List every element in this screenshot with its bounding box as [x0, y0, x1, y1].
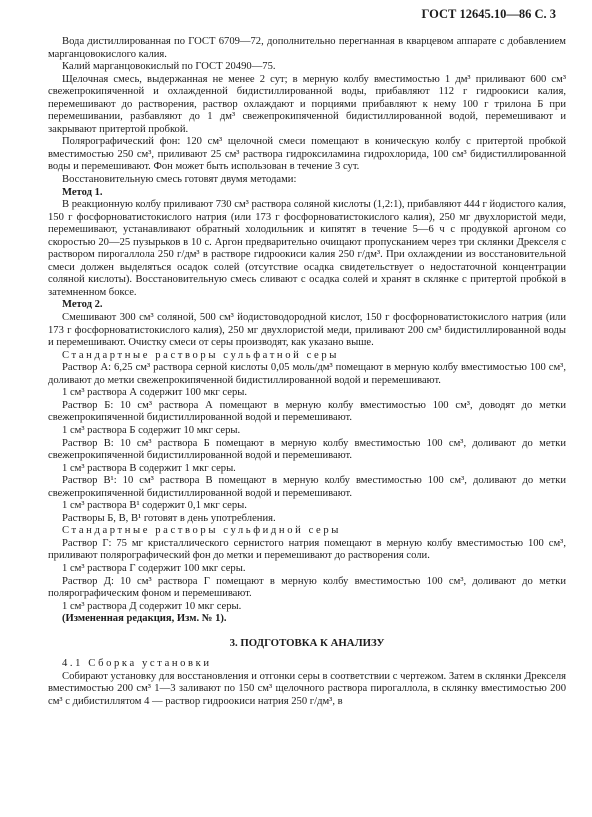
paragraph: Щелочная смесь, выдержанная не менее 2 сут; в мерную колбу вместимостью 1 дм³ приливают 600 см³ свежепрокипяченной и охлажденной бидистиллированной воды, прибавляют 112 г гидроокиси калия, перемешивают до растворения, раствор охлаждают и порциями прибавляют к нему 100 г трилона Б при перемешивании, разбавляют до 1 дм³ свежепрокипяченной бидистиллированной водой, перемешивают и закрывают притертой пробкой. — [48, 73, 566, 135]
paragraph: Раствор В: 10 см³ раствора Б помещают в мерную колбу вместимостью 100 см³, доливают до метки свежепрокипяченной бидистиллированной водой и перемешивают. — [48, 437, 566, 462]
paragraph: В реакционную колбу приливают 730 см³ раствора соляной кислоты (1,2:1), прибавляют 444 г йодистого калия, 150 г фосфорноватистокислого натрия (или 173 г фосфорноватистокислого калия), 250 мг двухлористой меди, перемешивают, устанавливают обратный холодильник и кипятят в течение 5—6 ч с продувкой аргоном со скоростью 20—25 пузырьков в 10 с. Аргон предварительно очищают пропусканием через три склянки Дрекселя с раствором пирогаллола 250 г/дм³ в растворе гидроокиси калия 250 г/дм³. При охлаждении из восстановительной смеси должен выделяться осадок солей (отсутствие осадка свидетельствует о недостаточной концентрации соляной кислоты). Восстановительную смесь сливают с осадка солей и хранят в склянке с притертой пробкой в затемненном боксе. — [48, 199, 567, 298]
paragraph: Собирают установку для восстановления и отгонки серы в соответствии с чертежом. Затем в склянки Дрекселя вместимостью 200 см³ 1—3 заливают по 150 см³ щелочного раствора пирогаллола, в склянку вместимостью 200 см³ с дибистиллятом 4 — раствор гидроокиси натрия 250 г/дм³, в — [48, 670, 566, 707]
paragraph: 4.1 Сборка установки — [62, 658, 212, 670]
paragraph: 1 см³ раствора А содержит 100 мкг серы. — [62, 387, 248, 399]
paragraph: 1 см³ раствора Г содержит 100 мкг серы. — [62, 562, 246, 574]
paragraph: Метод 1. — [62, 186, 103, 198]
paragraph: 1 см³ раствора Д содержит 10 мкг серы. — [62, 600, 242, 612]
section-title: 3. ПОДГОТОВКА К АНАЛИЗУ — [229, 636, 385, 649]
paragraph: Раствор В¹: 10 см³ раствора В помещают в мерную колбу вместимостью 100 см³, доливают до метки свежепрокипяченной бидистиллированной водой и перемешивают. — [48, 475, 566, 499]
paragraph: Метод 2. — [62, 299, 103, 311]
paragraph: 1 см³ раствора Б содержит 10 мкг серы. — [62, 424, 241, 436]
paragraph: 1 см³ раствора В содержит 1 мкг серы. — [62, 462, 236, 474]
paragraph: Стандартные растворы сульфатной серы — [62, 349, 339, 361]
paragraph-list — [48, 36, 566, 626]
paragraph: (Измененная редакция, Изм. № 1). — [62, 613, 227, 625]
paragraph-list-2 — [48, 658, 566, 708]
paragraph: Раствор Б: 10 см³ раствора А помещают в мерную колбу вместимостью 100 см³, доводят до метки свежепрокипяченной бидистиллированной водой и перемешивают. — [48, 399, 566, 424]
paragraph: Стандартные растворы сульфидной серы — [62, 525, 341, 537]
paragraph: Раствор Д: 10 см³ раствора Г помещают в мерную колбу вместимостью 100 см³, доливают до метки полярографическим фоном и перемешивают. — [48, 575, 566, 600]
paragraph: Раствор А: 6,25 см³ раствора серной кислоты 0,05 моль/дм³ помещают в мерную колбу вместимостью 100 см³, доливают до метки свежепрокипяченной бидистиллированной водой и перемешивают. — [48, 362, 566, 386]
document-body — [48, 36, 566, 708]
paragraph: Вода дистиллированная по ГОСТ 6709—72, дополнительно перегнанная в кварцевом аппарате с добавлением марганцовокислого калия. — [48, 36, 566, 60]
paragraph: Восстановительную смесь готовят двумя методами: — [62, 174, 297, 186]
paragraph: Раствор Г: 75 мг кристаллического сернистого натрия помещают в мерную колбу вместимостью 100 см³, приливают полярографический фон до метки и перемешивают до растворения соли. — [48, 537, 566, 562]
paragraph: 1 см³ раствора В¹ содержит 0,1 мкг серы. — [62, 500, 247, 512]
paragraph: Полярографический фон: 120 см³ щелочной смеси помещают в коническую колбу с притертой пробкой вместимостью 250 см³, приливают 25 см³ раствора гидроксиламина гидрохлорида, 100 см³ бидистиллированной воды и перемешивают. Фон может быть использован в течение 3 сут. — [48, 136, 566, 173]
paragraph: Калий марганцовокислый по ГОСТ 20490—75. — [62, 61, 276, 73]
page-header: ГОСТ 12645.10—86 С. 3 — [421, 7, 556, 21]
paragraph: Смешивают 300 см³ соляной, 500 см³ йодистоводородной кислот, 150 г фосфорноватистокислого натрия (или 173 г фосфорноватистокислого калия), 250 мг двухлористой меди, приливают 200 см³ бидистиллированной воды и перемешивают. Очистку смеси от серы производят, как указано выше. — [48, 312, 566, 349]
paragraph: Растворы Б, В, В¹ готовят в день употребления. — [62, 512, 276, 524]
